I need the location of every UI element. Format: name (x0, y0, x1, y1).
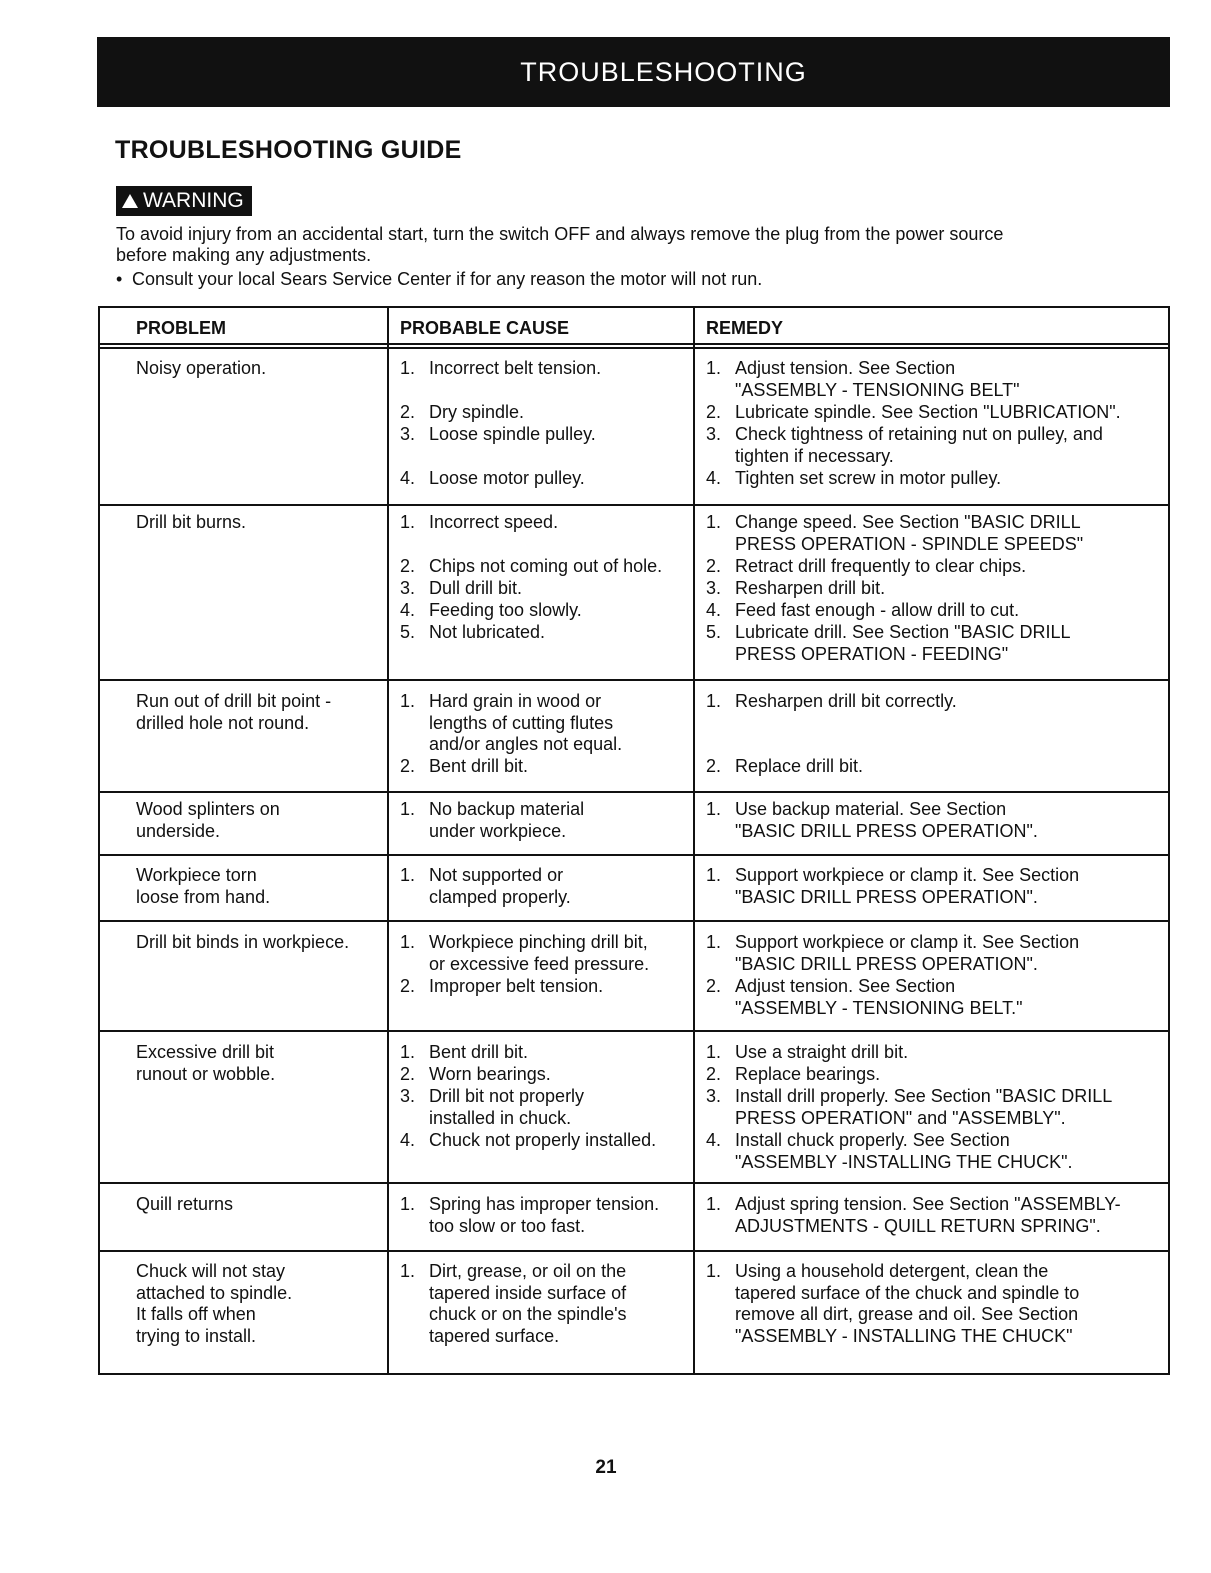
remedy-item (706, 424, 1103, 467)
remedy-item (706, 468, 1001, 490)
cause-text: Bent drill bit. (429, 756, 529, 776)
remedy-text: "ASSEMBLY - TENSIONING BELT." (735, 997, 1023, 1018)
remedy-text: Replace bearings. (735, 1064, 881, 1084)
cause-number: 1. (400, 1194, 416, 1214)
cause-text: Dull drill bit. (429, 578, 523, 598)
cause-number: 4. (400, 468, 416, 488)
cause-text: Incorrect speed. (429, 512, 559, 532)
remedy-item (706, 1194, 1121, 1237)
cause-number: 2. (400, 1064, 416, 1084)
remedy-item (706, 622, 1071, 665)
problem-cell (136, 932, 349, 954)
remedy-item (706, 1086, 1112, 1129)
remedy-item (706, 865, 1079, 908)
remedy-number: 1. (706, 932, 722, 952)
remedy-item (706, 799, 1038, 842)
cause-number: 1. (400, 799, 416, 819)
remedy-text: Resharpen drill bit. (735, 578, 886, 598)
problem-text: Wood splinters on (136, 799, 280, 819)
remedy-number: 1. (706, 799, 722, 819)
cause-text: Chuck not properly installed. (429, 1130, 657, 1150)
cause-text: Hard grain in wood or (429, 691, 602, 711)
cause-number: 3. (400, 424, 416, 444)
cause-item (400, 1194, 659, 1237)
remedy-text: Install chuck properly. See Section (735, 1130, 1010, 1150)
cause-text: under workpiece. (429, 820, 567, 841)
problem-text: Quill returns (136, 1194, 234, 1214)
cause-number: 4. (400, 1130, 416, 1150)
bullet-icon: • (116, 269, 123, 289)
problem-cell (136, 512, 246, 534)
remedy-number: 1. (706, 358, 722, 378)
remedy-number: 4. (706, 600, 722, 620)
row-divider (100, 791, 1168, 793)
warning-line: before making any adjustments. (116, 245, 372, 265)
cause-text: Loose spindle pulley. (429, 424, 596, 444)
remedy-text: Support workpiece or clamp it. See Section (735, 865, 1080, 885)
problem-text: runout or wobble. (136, 1063, 276, 1084)
remedy-text: PRESS OPERATION - FEEDING" (735, 643, 1009, 664)
remedy-item (706, 556, 1026, 578)
remedy-text: Use a straight drill bit. (735, 1042, 909, 1062)
cause-number: 2. (400, 402, 416, 422)
column-divider (387, 308, 389, 1373)
cause-item (400, 622, 545, 644)
cause-item (400, 976, 603, 998)
warning-line: To avoid injury from an accidental start, turn the switch OFF and always remove the plug from the power source (116, 224, 1004, 244)
bullet-text: Consult your local Sears Service Center if for any reason the motor will not run. (132, 269, 763, 289)
remedy-text: "ASSEMBLY - INSTALLING THE CHUCK" (735, 1325, 1073, 1346)
cause-item (400, 1130, 656, 1152)
problem-text: underside. (136, 820, 221, 841)
cause-number: 3. (400, 1086, 416, 1106)
cause-item (400, 756, 528, 778)
remedy-item (706, 1064, 880, 1086)
cause-item (400, 1064, 551, 1086)
remedy-text: Feed fast enough - allow drill to cut. (735, 600, 1020, 620)
row-divider (100, 1030, 1168, 1032)
remedy-text: Adjust spring tension. See Section "ASSEMBLY- (735, 1194, 1121, 1214)
remedy-text: tighten if necessary. (735, 445, 894, 466)
remedy-text: Retract drill frequently to clear chips. (735, 556, 1027, 576)
cause-number: 1. (400, 512, 416, 532)
cause-text: Feeding too slowly. (429, 600, 582, 620)
problem-text: Drill bit burns. (136, 512, 247, 532)
warning-label: WARNING (143, 189, 244, 212)
remedy-number: 2. (706, 756, 722, 776)
remedy-number: 2. (706, 1064, 722, 1084)
cause-number: 5. (400, 622, 416, 642)
cause-text: too slow or too fast. (429, 1215, 586, 1236)
cause-number: 1. (400, 1261, 416, 1281)
cause-number: 1. (400, 932, 416, 952)
remedy-number: 3. (706, 578, 722, 598)
remedy-number: 3. (706, 424, 722, 444)
row-divider (100, 920, 1168, 922)
cause-text: Not lubricated. (429, 622, 546, 642)
remedy-item (706, 600, 1019, 622)
remedy-text: Using a household detergent, clean the (735, 1261, 1049, 1281)
remedy-text: "BASIC DRILL PRESS OPERATION". (735, 886, 1038, 907)
problem-text: It falls off when (136, 1304, 256, 1325)
cause-item (400, 578, 522, 600)
remedy-text: ADJUSTMENTS - QUILL RETURN SPRING". (735, 1215, 1101, 1236)
cause-text: lengths of cutting flutes (429, 712, 614, 733)
remedy-text: Resharpen drill bit correctly. (735, 691, 957, 711)
remedy-number: 1. (706, 1042, 722, 1062)
cause-text: Not supported or (429, 865, 564, 885)
remedy-item (706, 358, 1020, 401)
remedy-number: 1. (706, 1194, 722, 1214)
remedy-number: 1. (706, 512, 722, 532)
warning-text (116, 224, 1156, 266)
remedy-text: Lubricate drill. See Section "BASIC DRILL (735, 622, 1071, 642)
cause-item (400, 932, 649, 975)
cause-number: 2. (400, 556, 416, 576)
cause-text: tapered surface. (429, 1325, 560, 1346)
remedy-text: "BASIC DRILL PRESS OPERATION". (735, 953, 1038, 974)
remedy-text: Install drill properly. See Section "BASIC DRILL (735, 1086, 1113, 1106)
problem-text: loose from hand. (136, 886, 271, 907)
header-divider (100, 343, 1168, 345)
cause-text: Drill bit not properly (429, 1086, 585, 1106)
cause-text: Workpiece pinching drill bit, (429, 932, 648, 952)
problem-text: drilled hole not round. (136, 712, 310, 733)
row-divider (100, 1250, 1168, 1252)
cause-number: 2. (400, 976, 416, 996)
cause-item (400, 402, 524, 424)
remedy-number: 3. (706, 1086, 722, 1106)
cause-number: 4. (400, 600, 416, 620)
remedy-item (706, 578, 885, 600)
problem-text: Excessive drill bit (136, 1042, 275, 1062)
cause-item (400, 556, 662, 578)
troubleshooting-table (98, 306, 1170, 1375)
remedy-item (706, 976, 1023, 1019)
cause-item (400, 1042, 528, 1064)
cause-text: tapered inside surface of (429, 1282, 627, 1303)
cause-item (400, 468, 585, 490)
remedy-number: 1. (706, 865, 722, 885)
remedy-item (706, 402, 1121, 424)
header-remedy: REMEDY (706, 318, 784, 338)
remedy-text: PRESS OPERATION - SPINDLE SPEEDS" (735, 533, 1084, 554)
problem-cell (136, 1261, 292, 1347)
remedy-number: 1. (706, 1261, 722, 1281)
cause-text: Dry spindle. (429, 402, 525, 422)
remedy-item (706, 691, 957, 713)
row-divider (100, 679, 1168, 681)
remedy-text: Support workpiece or clamp it. See Section (735, 932, 1080, 952)
problem-text: Workpiece torn (136, 865, 257, 885)
cause-text: chuck or on the spindle's (429, 1304, 627, 1325)
cause-number: 1. (400, 358, 416, 378)
remedy-number: 2. (706, 556, 722, 576)
remedy-item (706, 1042, 908, 1064)
remedy-number: 4. (706, 1130, 722, 1150)
remedy-text: Change speed. See Section "BASIC DRILL (735, 512, 1081, 532)
remedy-number: 5. (706, 622, 722, 642)
problem-cell (136, 358, 266, 380)
row-divider (100, 854, 1168, 856)
problem-text: Chuck will not stay (136, 1261, 286, 1281)
remedy-text: "ASSEMBLY -INSTALLING THE CHUCK". (735, 1151, 1073, 1172)
cause-text: Worn bearings. (429, 1064, 551, 1084)
cause-text: Dirt, grease, or oil on the (429, 1261, 627, 1281)
remedy-number: 1. (706, 691, 722, 711)
problem-text: Noisy operation. (136, 358, 267, 378)
remedy-text: Tighten set screw in motor pulley. (735, 468, 1002, 488)
header-divider (100, 347, 1168, 349)
cause-item (400, 799, 584, 842)
cause-text: clamped properly. (429, 886, 571, 907)
problem-cell (136, 865, 270, 908)
remedy-number: 2. (706, 976, 722, 996)
cause-text: Loose motor pulley. (429, 468, 585, 488)
cause-number: 3. (400, 578, 416, 598)
cause-text: Incorrect belt tension. (429, 358, 602, 378)
bullet-note (116, 269, 762, 290)
cause-number: 2. (400, 756, 416, 776)
remedy-text: Check tightness of retaining nut on pulley, and (735, 424, 1103, 444)
problem-cell (136, 799, 280, 842)
page-number: 21 (595, 1457, 617, 1478)
cause-text: Spring has improper tension. (429, 1194, 660, 1214)
remedy-item (706, 512, 1083, 555)
warning-badge (116, 186, 252, 216)
problem-text: Run out of drill bit point - (136, 691, 332, 711)
cause-item (400, 1261, 627, 1347)
row-divider (100, 1182, 1168, 1184)
remedy-text: "BASIC DRILL PRESS OPERATION". (735, 820, 1038, 841)
cause-text: Improper belt tension. (429, 976, 604, 996)
remedy-text: Use backup material. See Section (735, 799, 1007, 819)
banner-title: TROUBLESHOOTING (520, 56, 807, 87)
cause-item (400, 865, 571, 908)
problem-cell (136, 1042, 275, 1085)
remedy-text: "ASSEMBLY - TENSIONING BELT" (735, 379, 1020, 400)
remedy-text: Lubricate spindle. See Section "LUBRICATION". (735, 402, 1121, 422)
remedy-text: Adjust tension. See Section (735, 976, 956, 996)
cause-text: or excessive feed pressure. (429, 953, 650, 974)
page-title: TROUBLESHOOTING GUIDE (115, 136, 462, 164)
remedy-item (706, 1130, 1073, 1173)
remedy-text: PRESS OPERATION" and "ASSEMBLY". (735, 1107, 1066, 1128)
cause-item (400, 424, 596, 446)
cause-item (400, 1086, 584, 1129)
cause-text: Bent drill bit. (429, 1042, 529, 1062)
remedy-text: Adjust tension. See Section (735, 358, 956, 378)
cause-item (400, 691, 622, 756)
remedy-item (706, 932, 1079, 975)
cause-item (400, 600, 582, 622)
section-banner (97, 37, 1170, 107)
problem-cell (136, 1194, 233, 1216)
cause-text: Chips not coming out of hole. (429, 556, 663, 576)
problem-text: trying to install. (136, 1325, 257, 1346)
problem-cell (136, 691, 331, 734)
remedy-text: remove all dirt, grease and oil. See Section (735, 1304, 1079, 1325)
column-divider (693, 308, 695, 1373)
remedy-item (706, 1261, 1079, 1347)
remedy-text: Replace drill bit. (735, 756, 864, 776)
header-cause: PROBABLE CAUSE (400, 318, 570, 338)
cause-text: No backup material (429, 799, 585, 819)
remedy-item (706, 756, 863, 778)
header-problem: PROBLEM (136, 318, 226, 338)
cause-number: 1. (400, 865, 416, 885)
row-divider (100, 504, 1168, 506)
cause-item (400, 512, 558, 534)
warning-triangle-icon (122, 194, 138, 208)
cause-number: 1. (400, 691, 416, 711)
remedy-text: tapered surface of the chuck and spindle to (735, 1282, 1080, 1303)
remedy-number: 4. (706, 468, 722, 488)
cause-text: and/or angles not equal. (429, 734, 623, 755)
problem-text: attached to spindle. (136, 1282, 293, 1303)
cause-number: 1. (400, 1042, 416, 1062)
remedy-number: 2. (706, 402, 722, 422)
problem-text: Drill bit binds in workpiece. (136, 932, 350, 952)
cause-text: installed in chuck. (429, 1107, 572, 1128)
cause-item (400, 358, 601, 380)
